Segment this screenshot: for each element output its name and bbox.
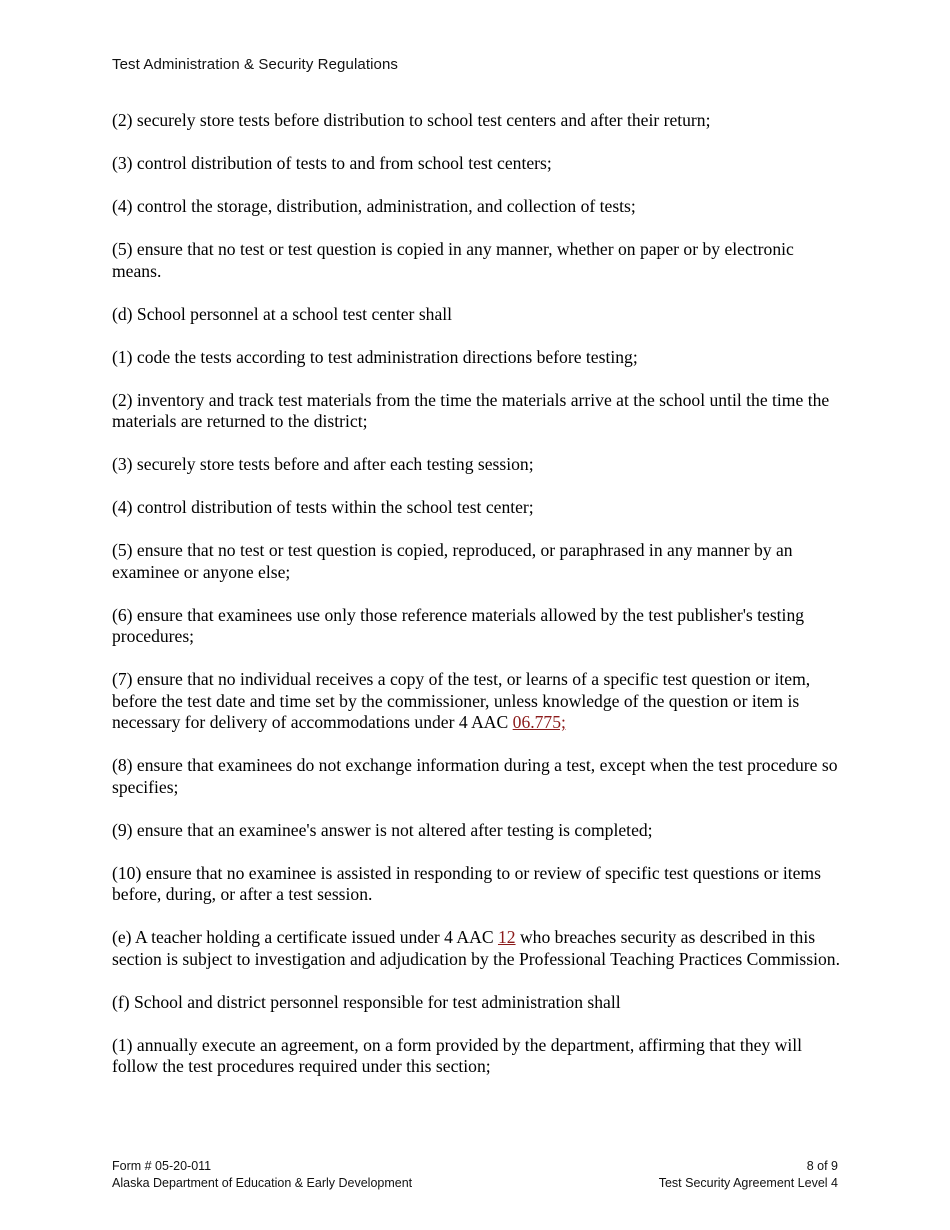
paragraph-c3: (3) control distribution of tests to and from school test centers; [112,153,552,173]
paragraph-e [112,927,842,970]
paragraph-d3: (3) securely store tests before and after each testing session; [112,454,534,474]
paragraph-c2: (2) securely store tests before distribution to school test centers and after their return; [112,110,711,130]
paragraph-d7-text: (7) ensure that no individual receives a copy of the test, or learns of a specific test question or item, before the test date and time set by the commissioner, unless knowledge of the question or item is necessary for delivery of accommodations under 4 AAC [112,669,811,732]
paragraph-d5: (5) ensure that no test or test question is copied, reproduced, or paraphrased in any manner by an examinee or anyone else; [112,540,793,582]
paragraph-d4: (4) control distribution of tests within the school test center; [112,497,534,517]
paragraph-d7 [112,669,842,734]
aac-06-775-link[interactable]: 06.775; [512,712,566,732]
paragraph-d: (d) School personnel at a school test center shall [112,303,453,324]
paragraph-e-after: who breaches security as described in this section is subject to investigation and adjudication by the Professional Teaching Practices Commission. [112,927,840,969]
footer-right [659,1158,838,1192]
paragraph-c4: (4) control the storage, distribution, administration, and collection of tests; [112,196,636,216]
footer-left [112,1158,412,1192]
document-body [112,110,842,1099]
paragraph-d9: (9) ensure that an examinee's answer is not altered after testing is completed; [112,819,653,840]
paragraph-d6: (6) ensure that examinees use only those reference materials allowed by the test publisher's testing procedures; [112,604,805,646]
paragraph-d8: (8) ensure that examinees do not exchange information during a test, except when the test procedure so specifies; [112,755,838,797]
paragraph-f1: (1) annually execute an agreement, on a form provided by the department, affirming that they will follow the test procedures required under this section; [112,1034,802,1076]
footer-document-title: Test Security Agreement Level 4 [658,1176,838,1190]
aac-12-link[interactable]: 12 [497,927,516,947]
paragraph-d2: (2) inventory and track test materials from the time the materials arrive at the school until the time the materials are returned to the district; [112,389,830,431]
paragraph-c5: (5) ensure that no test or test question is copied in any manner, whether on paper or by electronic means. [112,239,794,281]
paragraph-d10: (10) ensure that no examinee is assisted in responding to or review of specific test questions or items before, during, or after a test session. [112,862,821,904]
page-header-title: Test Administration & Security Regulations [112,56,398,73]
paragraph-e-before: (e) A teacher holding a certificate issued under 4 AAC [112,927,498,947]
footer-department: Alaska Department of Education & Early Development [112,1176,413,1190]
footer-page-number: 8 of 9 [806,1159,838,1173]
footer-form-number: Form # 05-20-011 [112,1159,212,1173]
paragraph-f: (f) School and district personnel responsible for test administration shall [112,991,621,1012]
paragraph-d1: (1) code the tests according to test administration directions before testing; [112,346,638,367]
